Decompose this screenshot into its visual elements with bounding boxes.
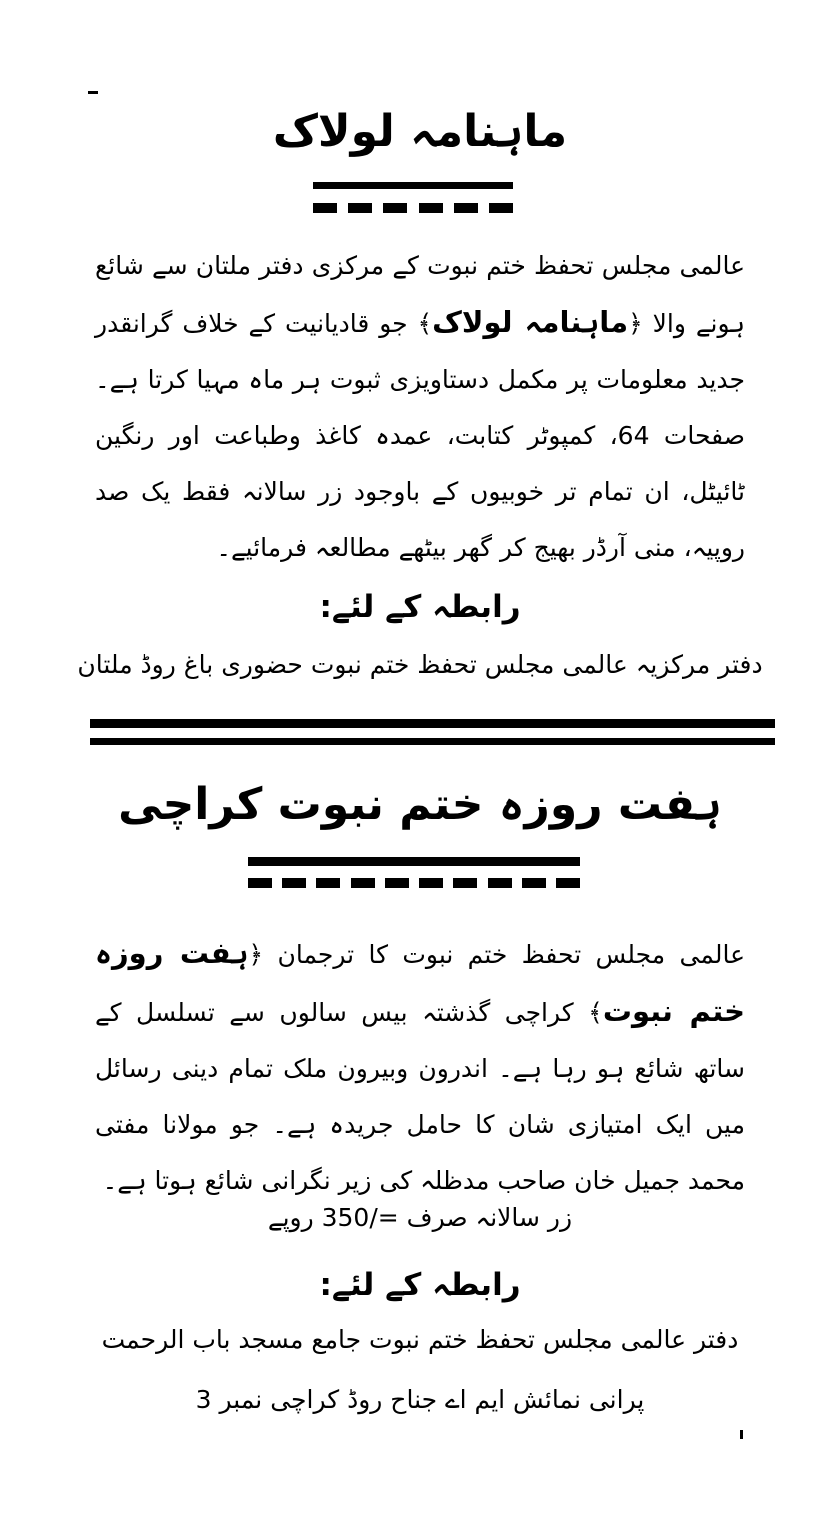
section1-address: دفتر مرکزیہ عالمی مجلس تحفظ ختم نبوت حضوری باغ روڈ ملتان: [77, 650, 763, 679]
section-separator-bottom: [90, 738, 775, 745]
section1-title-rule: [313, 182, 513, 189]
section1-para-start: عالمی مجلس تحفظ ختم نبوت کے مرکزی دفتر ملتان سے شائع ہونے والا: [95, 251, 746, 338]
section1-para-end: جو قادیانیت کے خلاف گرانقدر جدید معلومات پر مکمل دستاویزی ثبوت ہر ماہ مہیا کرتا ہے۔ صفحات 64، کمپوٹر کتابت، عمدہ کاغذ وطباعت اور رنگین ٹائیٹل، ان تمام تر خوبیوں کے باوجود زر سالانہ فقط یک صد روپیہ، منی آرڈر بھیج کر گھر بیٹھے مطالعہ فرمائیے۔: [95, 309, 745, 562]
section-separator-top: [90, 719, 775, 728]
section2-subscription: زر سالانہ صرف =/350 روپے: [267, 1203, 573, 1232]
section2-title-dashes: [248, 878, 580, 888]
section1-bracket-close: ﴾: [417, 309, 433, 338]
section2-para-start: عالمی مجلس تحفظ ختم نبوت کا ترجمان: [263, 940, 745, 969]
section2-highlight: ہفت روزہ ختم نبوت: [95, 936, 745, 1028]
section1-contact-heading: رابطہ کے لئے:: [319, 589, 521, 625]
section2-para-end: کراچی گذشتہ بیس سالوں سے تسلسل کے ساتھ شائع ہو رہا ہے۔ اندرون وبیرون ملک تمام دینی رسائل میں ایک امتیازی شان کا حامل جریدہ ہے۔ جو مولانا مفتی محمد جمیل خان صاحب مدظلہ کی زیر نگرانی شائع ہوتا ہے۔: [95, 998, 745, 1195]
section2-address-line2: پرانی نمائش ایم اے جناح روڈ کراچی نمبر 3: [195, 1385, 645, 1414]
section2-title: ہفت روزہ ختم نبوت کراچی: [118, 779, 722, 830]
section2-bracket-close: ﴾: [588, 998, 603, 1027]
section2-bracket-open: ﴿: [248, 940, 264, 969]
section1-title-dashes: [313, 203, 513, 213]
scan-mark-bottom: [740, 1430, 743, 1439]
scan-mark-top: [88, 91, 98, 94]
section1-highlight: ماہنامہ لولاک: [432, 305, 629, 339]
section2-contact-heading: رابطہ کے لئے:: [319, 1267, 521, 1303]
section2-paragraph: [95, 925, 745, 1209]
section2-title-rule: [248, 857, 580, 866]
section1-paragraph: [95, 238, 745, 576]
section2-address-line1: دفتر عالمی مجلس تحفظ ختم نبوت جامع مسجد باب الرحمت: [101, 1325, 739, 1354]
section1-bracket-open: ﴿: [628, 309, 643, 338]
section1-title: ماہنامہ لولاک: [272, 106, 568, 157]
